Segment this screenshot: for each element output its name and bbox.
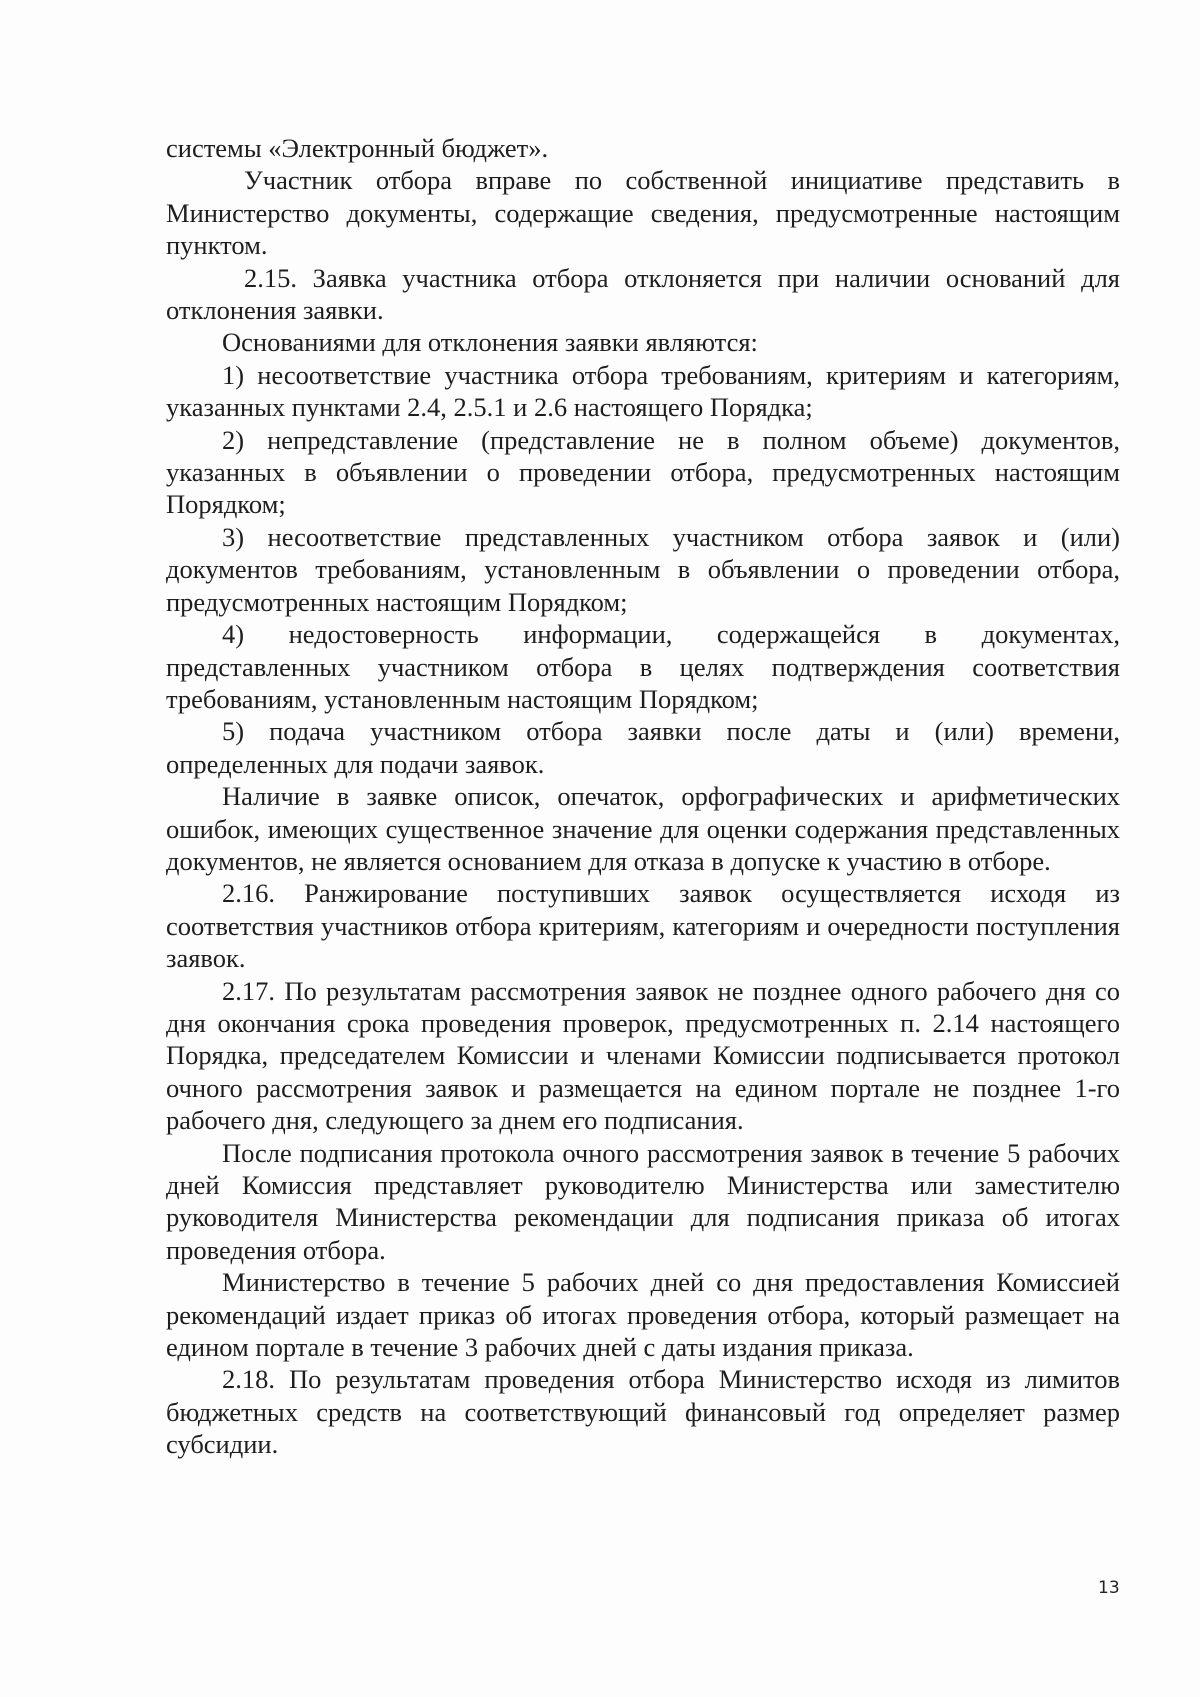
paragraph-initiative: Участник отбора вправе по собственной инициативе представить в Министерство документы, содержащие сведения, предусмотренные настоящим пунктом. <box>166 165 1120 261</box>
document-body <box>166 132 1120 1461</box>
paragraph-2-18: 2.18. По результатам проведения отбора Министерство исходя из лимитов бюджетных средств на соответствующий финансовый год определяет размер субсидии. <box>166 1364 1120 1460</box>
paragraph-ministry-order: Министерство в течение 5 рабочих дней со дня предоставления Комиссией рекомендаций издает приказ об итогах проведения отбора, который размещает на едином портале в течение 3 рабочих дней с даты издания приказа. <box>166 1267 1120 1363</box>
page-number: 13 <box>1098 1578 1120 1598</box>
paragraph-after-signing: После подписания протокола очного рассмотрения заявок в течение 5 рабочих дней Комиссия представляет руководителю Министерства или заместителю руководителя Министерства рекомендации для подписания приказа об итогах проведения отбора. <box>166 1137 1120 1265</box>
paragraph-2-16: 2.16. Ранжирование поступивших заявок осуществляется исходя из соответствия участников отбора критериям, категориям и очередности поступления заявок. <box>166 878 1120 974</box>
list-item-4: 4) недостоверность информации, содержащейся в документах, представленных участником отбора в целях подтверждения соответствия требованиям, установленным настоящим Порядком; <box>166 619 1120 714</box>
paragraph-typos: Наличие в заявке описок, опечаток, орфографических и арифметических ошибок, имеющих существенное значение для оценки содержания представленных документов, не является основанием для отказа в допуске к участию в отборе. <box>166 781 1120 876</box>
list-item-2: 2) непредставление (представление не в полном объеме) документов, указанных в объявлении о проведении отбора, предусмотренных настоящим Порядком; <box>166 424 1120 520</box>
paragraph-continuation: системы «Электронный бюджет». <box>166 133 549 163</box>
list-item-5: 5) подача участником отбора заявки после даты и (или) времени, определенных для подачи заявок. <box>166 716 1120 779</box>
paragraph-grounds-heading: Основаниями для отклонения заявки являются: <box>222 327 758 358</box>
paragraph-2-17: 2.17. По результатам рассмотрения заявок не позднее одного рабочего дня со дня окончания срока проведения проверок, предусмотренных п. 2.14 настоящего Порядка, председателем Комиссии и членами Комиссии подписывается протокол очного рассмотрения заявок и размещается на едином портале не позднее 1-го рабочего дня, следующего за днем его подписания. <box>166 975 1120 1136</box>
list-item-1: 1) несоответствие участника отбора требованиям, критериям и категориям, указанных пунктами 2.4, 2.5.1 и 2.6 настоящего Порядка; <box>166 359 1120 423</box>
paragraph-2-15: 2.15. Заявка участника отбора отклоняется при наличии оснований для отклонения заявки. <box>166 262 1120 326</box>
list-item-3: 3) несоответствие представленных участником отбора заявок и (или) документов требованиям, установленным в объявлении о проведении отбора, предусмотренных настоящим Порядком; <box>166 521 1120 617</box>
